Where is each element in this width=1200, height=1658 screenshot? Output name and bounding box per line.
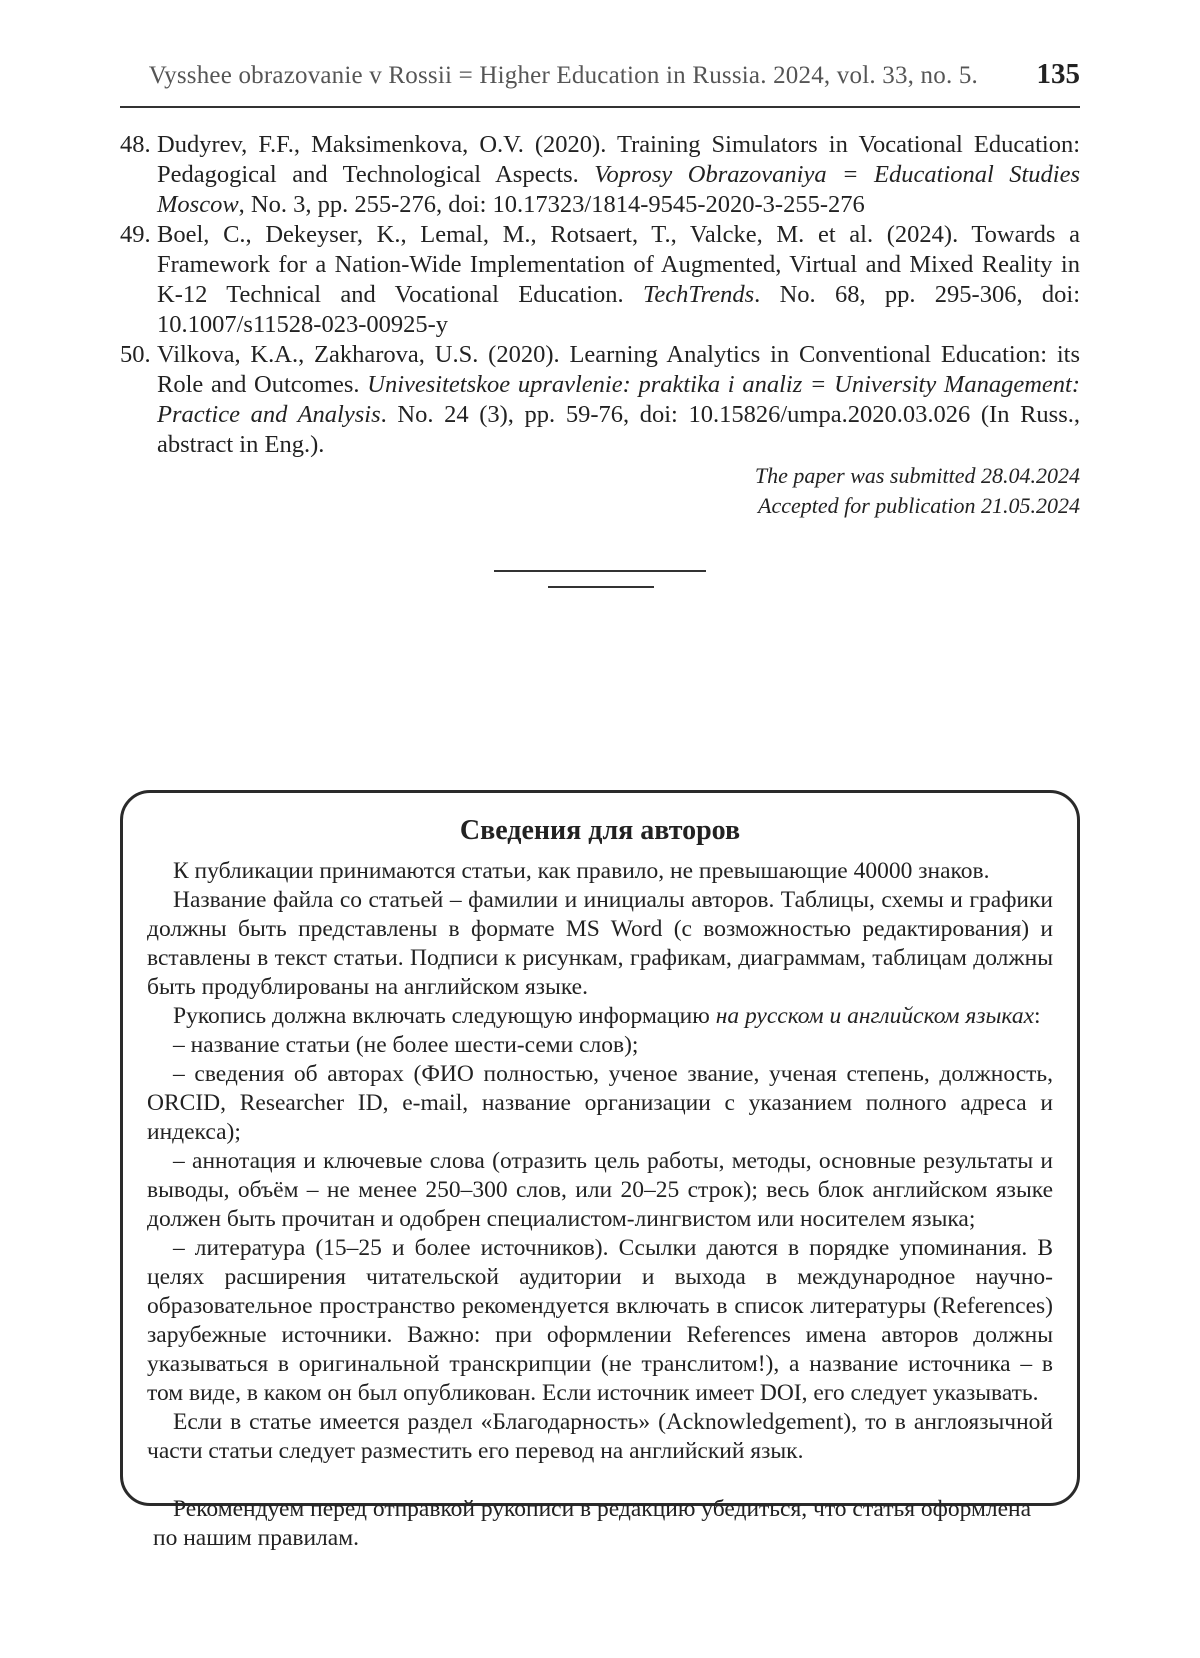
reference-number: 49. xyxy=(120,221,151,248)
closing-line-end: по нашим правилам. xyxy=(153,1525,359,1551)
accepted-date: Accepted for publication 21.05.2024 xyxy=(758,493,1080,518)
reference-number: 48. xyxy=(120,131,151,158)
box-paragraph: К публикации принимаются статьи, как правило, не превышающие 40000 знаков. xyxy=(173,858,990,884)
reference-details: . No. 68, pp. 295-306, doi: 10.1007/s11528-023-00925-y xyxy=(157,281,1080,338)
submission-dates xyxy=(755,461,1080,521)
spacer xyxy=(147,1466,1053,1495)
running-head xyxy=(120,58,1080,108)
reference-text: Vilkova, K.A., Zakharova, U.S. (2020). Learning Analytics in Conventional Education: its Role and Outcomes. xyxy=(157,341,1080,398)
box-title: Сведения для авторов xyxy=(459,815,741,846)
box-paragraph: Название файла со статьей – фамилии и инициалы авторов. Таблицы, схемы и графики должны быть представлены в формате MS Word (с возможностью редактирования) и вставлены в текст статьи. Подписи к рисункам, графикам, диаграммам, таблицам должны быть продублированы на английском языке. xyxy=(147,887,1053,1000)
requirements-intro: Рукопись должна включать следующую информацию xyxy=(173,1003,716,1029)
reference-details: . No. 24 (3), pp. 59-76, doi: 10.15826/umpa.2020.03.026 (In Russ., abstract in Eng.). xyxy=(157,401,1080,458)
author-info-box xyxy=(120,790,1080,1551)
reference-item xyxy=(120,130,1080,220)
requirements-languages: на русском и английском языках xyxy=(715,1003,1035,1029)
section-divider-short xyxy=(548,586,654,588)
submitted-date: The paper was submitted 28.04.2024 xyxy=(754,463,1080,488)
reference-number: 50. xyxy=(120,341,151,368)
box-paragraph xyxy=(147,1002,1053,1031)
reference-item xyxy=(120,340,1080,460)
reference-text: Dudyrev, F.F., Maksimenkova, O.V. (2020). Training Simulators in Vocational Education: Pedagogical and Technological Aspects. xyxy=(157,131,1080,188)
reference-details: , No. 3, pp. 255-276, doi: 10.17323/1814-9545-2020-3-255-276 xyxy=(238,191,865,218)
page-number: 135 xyxy=(1036,58,1080,90)
journal-citation-line: Vysshee obrazovanie v Rossii = Higher Education in Russia. 2024, vol. 33, no. 5. xyxy=(148,62,978,89)
requirement-item: – сведения об авторах (ФИО полностью, ученое звание, ученая степень, должность, ORCID, Researcher ID, e-mail, название организации с указанием полного адреса и индекса); xyxy=(147,1061,1053,1145)
requirement-item: – название статьи (не более шести-семи слов); xyxy=(173,1032,639,1058)
requirement-item: – аннотация и ключевые слова (отразить цель работы, методы, основные результаты и выводы, объём – не менее 250–300 слов, или 20–25 строк); весь блок английском языке должен быть прочитан и одобрен специалистом-лингвистом или носителем языка; xyxy=(147,1148,1053,1232)
reference-list xyxy=(120,130,1080,460)
box-paragraph: Если в статье имеется раздел «Благодарность» (Acknowledgement), то в англоязычной части статьи следует разместить его перевод на английский язык. xyxy=(147,1409,1053,1464)
reference-journal: Voprosy Obrazovaniya = Educational Studies Moscow xyxy=(157,161,1081,218)
closing-line: Рекомендуем перед отправкой рукописи в редакцию убедиться, что статья оформлена xyxy=(173,1496,1032,1522)
reference-text: Boel, C., Dekeyser, K., Lemal, M., Rotsaert, T., Valcke, M. et al. (2024). Towards a Framework for a Nation-Wide Implementation of Augmented, Virtual and Mixed Reality in K-12 Technical and Vocational Education. xyxy=(157,221,1080,308)
reference-journal: TechTrends xyxy=(642,281,755,308)
requirements-colon: : xyxy=(1034,1003,1041,1029)
reference-item xyxy=(120,220,1080,340)
box-body xyxy=(147,857,1053,1553)
requirement-item: – литература (15–25 и более источников). Ссылки даются в порядке упоминания. В целях расширения читательской аудитории и выхода в международное научно-образовательное пространство рекомендуется включать в список литературы (References) зарубежные источники. Важно: при оформлении References имена авторов должны указываться в оригинальной транскрипции (не транслитом!), а название источника – в том виде, в каком он был опубликован. Если источник имеет DOI, его следует указывать. xyxy=(147,1235,1053,1406)
section-divider-long xyxy=(494,570,706,572)
reference-journal: Univesitetskoe upravlenie: praktika i analiz = University Management: Practice and Analysis xyxy=(157,371,1081,428)
